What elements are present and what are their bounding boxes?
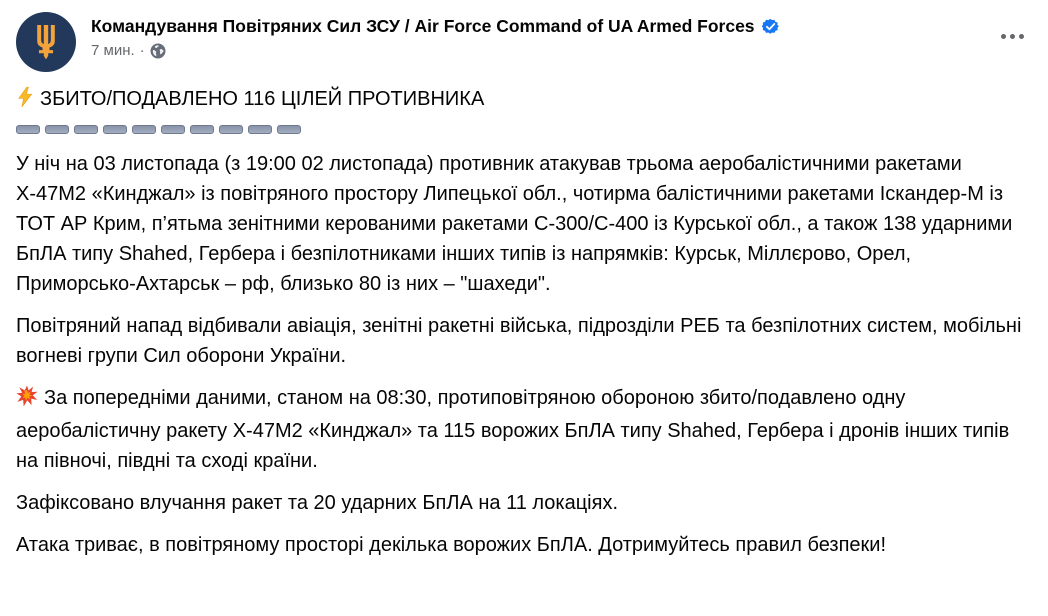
post-options-button[interactable] bbox=[992, 18, 1032, 54]
heavy-minus-emoji bbox=[161, 125, 185, 134]
air-force-trident-icon bbox=[24, 18, 68, 67]
globe-privacy-icon bbox=[150, 43, 166, 59]
headline-text: ЗБИТО/ПОДАВЛЕНО 116 ЦІЛЕЙ ПРОТИВНИКА bbox=[40, 88, 485, 110]
verified-badge-icon bbox=[762, 18, 779, 35]
collision-icon bbox=[16, 385, 38, 416]
timestamp-link[interactable]: 7 мин. bbox=[91, 42, 135, 59]
heavy-minus-emoji bbox=[190, 125, 214, 134]
page-name-link[interactable]: Командування Повітряних Сил ЗСУ / Air Force Command of UA Armed Forces bbox=[91, 16, 755, 36]
post-headline bbox=[16, 84, 1030, 117]
heavy-minus-emoji bbox=[45, 125, 69, 134]
heavy-minus-emoji bbox=[248, 125, 272, 134]
post-header bbox=[16, 12, 1032, 72]
post-paragraph bbox=[16, 383, 1030, 476]
post-paragraph: Зафіксовано влучання ракет та 20 ударних БпЛА на 11 локаціях. bbox=[16, 492, 619, 514]
post-paragraph: Атака триває, в повітряному просторі декілька ворожих БпЛА. Дотримуйтесь правил безпеки! bbox=[16, 534, 887, 556]
separator-dashes bbox=[16, 119, 1030, 139]
post-paragraph: У ніч на 03 листопада (з 19:00 02 листопада) противник атакував трьома аеробалістичними ракетами Х-47М2 «Кинджал» із повітряного простору Липецької обл., чотирма балістичними ракетами Іскандер-М із ТОТ АР Крим, п’ятьма зенітними керованими ракетами С-300/С-400 із Курської обл., а також 138 ударними БпЛА типу Shahed, Гербера і безпілотниками інших типів із напрямків: Курськ, Міллєрово, Орел, Приморсько-Ахтарськ – рф, близько 80 із них – "шахеди". bbox=[16, 153, 1013, 295]
paragraph-text: За попередніми даними, станом на 08:30, протиповітряною обороною збито/подавлено одну аеробалістичну ракету Х-47М2 «Кинджал» та 115 ворожих БпЛА типу Shahed, Гербера і дронів інших типів на півночі, півдні та сході країни. bbox=[16, 387, 1010, 472]
heavy-minus-emoji bbox=[74, 125, 98, 134]
heavy-minus-emoji bbox=[277, 125, 301, 134]
meta-separator: · bbox=[139, 42, 145, 59]
post-body bbox=[16, 84, 1032, 560]
lightning-icon bbox=[16, 86, 34, 117]
heavy-minus-emoji bbox=[103, 125, 127, 134]
dot-icon bbox=[1019, 34, 1024, 39]
header-text-block bbox=[91, 12, 992, 59]
dot-icon bbox=[1010, 34, 1015, 39]
heavy-minus-emoji bbox=[219, 125, 243, 134]
page-avatar[interactable] bbox=[16, 12, 76, 72]
heavy-minus-emoji bbox=[132, 125, 156, 134]
post-meta bbox=[91, 42, 992, 59]
dot-icon bbox=[1001, 34, 1006, 39]
post-paragraph: Повітряний напад відбивали авіація, зенітні ракетні війська, підрозділи РЕБ та безпілотних систем, мобільні вогневі групи Сил оборони України. bbox=[16, 315, 1022, 367]
heavy-minus-emoji bbox=[16, 125, 40, 134]
